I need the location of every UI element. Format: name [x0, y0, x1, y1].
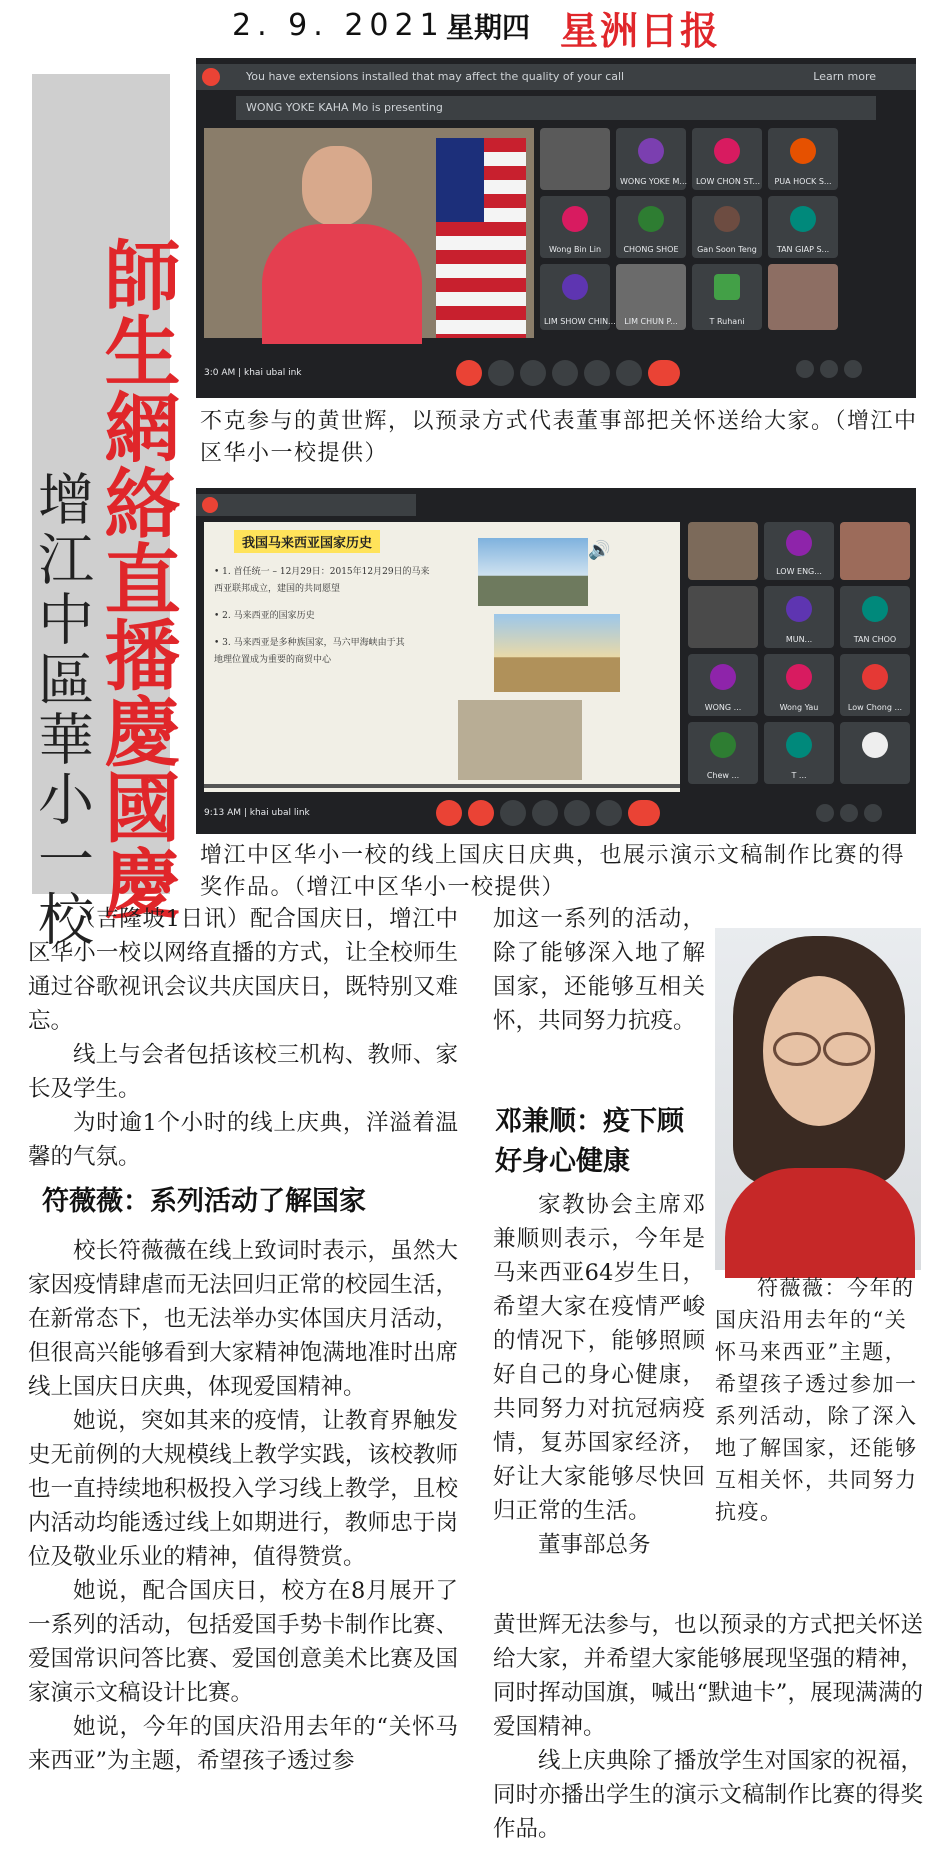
participant-tile[interactable]: LIM CHUN P...: [616, 264, 686, 330]
slide-text: • 1. 首任统一 – 12月29日：2015年12月29日的马来 西亚联邦成立，建国的共同愿望 • 2. 马来西亚的国家历史 • 3. 马来西亚是多种族国家，马六甲海峡由于其 地理位置成为重要的商贸中心: [214, 567, 430, 665]
old-town-photo: [458, 700, 582, 780]
participant-tile[interactable]: [840, 722, 910, 784]
slide-title: 我国马来西亚国家历史: [234, 530, 380, 553]
participant-avatar: [562, 274, 588, 300]
issue-weekday: 星期四: [446, 11, 531, 44]
participant-tile[interactable]: WONG ...: [688, 654, 758, 716]
photo1-caption: 不克参与的黄世辉，以预录方式代表董事部把关怀送给大家。（增江中区华小一校提供）: [200, 409, 918, 466]
rec-icon: [202, 68, 220, 86]
participant-tile[interactable]: Gan Soon Teng: [692, 196, 762, 258]
participant-tile[interactable]: Chew ...: [688, 722, 758, 784]
photo2-caption: 增江中区华小一校的线上国庆日庆典，也展示演示文稿制作比赛的得奖作品。（增江中区华小一校提供）: [200, 843, 906, 900]
headline-subtitle: 增江中區華小一校: [29, 470, 94, 950]
participant-avatar: [862, 664, 888, 690]
subheading-fu: 符薇薇：系列活动了解国家: [42, 1186, 366, 1217]
mic-off-icon[interactable]: [456, 360, 482, 386]
paragraph: 她说，配合国庆日，校方在8月展开了一系列的活动，包括爱国手势卡制作比赛、爱国常识问答比赛、爱国创意美术比赛及国家演示文稿设计比赛。: [28, 1578, 458, 1706]
participant-tile[interactable]: [840, 522, 910, 580]
glasses-icon: [773, 1032, 821, 1066]
headline-title: 師生網絡直播慶國慶: [92, 236, 181, 920]
participant-avatar: [786, 530, 812, 556]
article-column-b: [493, 902, 705, 1038]
paragraph: 她说，今年的国庆沿用去年的“关怀马来西亚”为主题，希望孩子透过参: [28, 1714, 458, 1774]
paragraph: 加这一系列的活动，除了能够深入地了解国家，还能够互相关怀，共同努力抗疫。: [493, 906, 705, 1034]
participant-avatar: [862, 732, 888, 758]
present-icon[interactable]: [584, 360, 610, 386]
captions-icon[interactable]: [500, 800, 526, 826]
more-options-icon[interactable]: [616, 360, 642, 386]
participant-avatar: [714, 274, 740, 300]
participant-tile[interactable]: LIM SHOW CHIN...: [540, 264, 610, 330]
info-icon[interactable]: [816, 804, 834, 822]
present-icon[interactable]: [564, 800, 590, 826]
raise-hand-icon[interactable]: [532, 800, 558, 826]
participant-avatar: [714, 138, 740, 164]
captions-icon[interactable]: [520, 360, 546, 386]
article-column-c: [493, 1608, 923, 1846]
presenting-banner: WONG YOKE KAHA Mo is presenting: [246, 101, 443, 114]
meet-screenshot-presenter: [196, 58, 916, 398]
raise-hand-icon[interactable]: [552, 360, 578, 386]
camera-off-icon[interactable]: [468, 800, 494, 826]
info-icon[interactable]: [796, 360, 814, 378]
participant-tile[interactable]: [768, 264, 838, 330]
people-icon[interactable]: [840, 804, 858, 822]
paragraph: 她说，突如其来的疫情，让教育界触发史无前例的大规模线上教学实践，该校教师也一直持续地积极投入学习线上教学，且校内活动均能透过线上如期进行，教师忠于岗位及敬业乐业的精神，值得赞赏。: [28, 1408, 458, 1570]
slide: [204, 522, 680, 792]
subheading-deng: 邓兼顺：疫下顾好身心健康: [495, 1106, 684, 1177]
participant-avatar: [786, 596, 812, 622]
meeting-clock: 9:13 AM | khai ubal link: [204, 808, 310, 818]
participant-tile[interactable]: [540, 128, 610, 190]
participant-tile[interactable]: T Ruhani: [692, 264, 762, 330]
participant-avatar: [862, 596, 888, 622]
speaker-icon: 🔊: [588, 540, 611, 561]
chat-icon[interactable]: [864, 804, 882, 822]
participant-tile[interactable]: [688, 522, 758, 580]
presenter-head: [302, 146, 372, 226]
participant-avatar: [714, 206, 740, 232]
article-column-a: [28, 902, 458, 1174]
portrait-dress: [725, 1168, 915, 1278]
portrait-caption: 符薇薇：今年的国庆沿用去年的“关怀马来西亚”主题，希望孩子透过参加一系列活动，除了深入地了解国家，还能够互相关怀，共同努力抗疫。: [715, 1276, 918, 1524]
participant-avatar: [710, 664, 736, 690]
issue-date: 2. 9. 2021: [232, 8, 445, 43]
rec-icon: [202, 497, 218, 513]
hang-up-icon[interactable]: [628, 800, 660, 826]
camera-icon[interactable]: [488, 360, 514, 386]
participant-avatar: [786, 664, 812, 690]
participant-avatar: [786, 732, 812, 758]
participant-avatar: [638, 206, 664, 232]
participant-tile[interactable]: LOW ENG...: [764, 522, 834, 580]
meet-screenshot-slides: [196, 488, 916, 834]
paragraph: （吉隆坡1日讯）配合国庆日，增江中区华小一校以网络直播的方式，让全校师生通过谷歌视讯会议共庆国庆日，既特别又难忘。: [28, 906, 458, 1034]
participant-tile[interactable]: [688, 586, 758, 648]
flag-canton: [436, 138, 484, 222]
paragraph: 线上庆典除了播放学生对国家的祝福，同时亦播出学生的演示文稿制作比赛的得奖作品。: [493, 1748, 923, 1842]
portrait-photo: [715, 928, 921, 1270]
participant-avatar: [562, 206, 588, 232]
participant-tile[interactable]: TAN CHOO: [840, 586, 910, 648]
presenter-shirt: [262, 224, 422, 344]
chat-icon[interactable]: [844, 360, 862, 378]
meeting-clock: 3:0 AM | khai ubal ink: [204, 368, 302, 378]
participant-tile[interactable]: Low Chong ...: [840, 654, 910, 716]
monument-photo: [478, 538, 588, 606]
participant-tile[interactable]: LOW CHON ST...: [692, 128, 762, 190]
paragraph: 黄世辉无法参与，也以预录的方式把关怀送给大家，并希望大家能够展现坚强的精神，同时挥动国旗，喊出“默迪卡”，展现满满的爱国精神。: [493, 1612, 923, 1740]
mic-off-icon[interactable]: [436, 800, 462, 826]
participant-tile[interactable]: TAN GIAP S...: [768, 196, 838, 258]
learn-more-link[interactable]: Learn more: [813, 70, 876, 83]
slide-progress-bar[interactable]: [204, 784, 680, 788]
hang-up-icon[interactable]: [648, 360, 680, 386]
participant-tile[interactable]: Wong Bin Lin: [540, 196, 610, 258]
newspaper-logo: 星洲日报: [560, 9, 721, 53]
presenter-video: [204, 128, 534, 338]
more-options-icon[interactable]: [596, 800, 622, 826]
article-column-a2: [28, 1234, 458, 1778]
participant-tile[interactable]: MUN...: [764, 586, 834, 648]
paragraph: 家教协会主席邓兼顺则表示，今年是马来西亚64岁生日，希望大家在疫情严峻的情况下，能够照顾好自己的身心健康，共同努力对抗冠病疫情，复苏国家经济，好让大家能够尽快回归正常的生活。: [493, 1192, 705, 1524]
participant-tile[interactable]: T ...: [764, 722, 834, 784]
paragraph: 为时逾1个小时的线上庆典，洋溢着温馨的气氛。: [28, 1110, 458, 1170]
people-icon[interactable]: [820, 360, 838, 378]
participant-tile[interactable]: Wong Yau: [764, 654, 834, 716]
paragraph: 线上与会者包括该校三机构、教师、家长及学生。: [28, 1042, 458, 1102]
participant-tile[interactable]: WONG YOKE M...: [616, 128, 686, 190]
participant-avatar: [710, 732, 736, 758]
participant-avatar: [638, 138, 664, 164]
participant-avatar: [790, 138, 816, 164]
article-column-b2: [493, 1188, 705, 1562]
paragraph: 董事部总务: [538, 1532, 651, 1558]
participant-tile[interactable]: PUA HOCK S...: [768, 128, 838, 190]
participant-tile[interactable]: CHONG SHOE: [616, 196, 686, 258]
participant-avatar: [790, 206, 816, 232]
paragraph: 校长符薇薇在线上致词时表示，虽然大家因疫情肆虐而无法回归正常的校园生活，在新常态下，也无法举办实体国庆月活动，但很高兴能够看到大家精神饱满地准时出席线上国庆日庆典，体现爱国精神。: [28, 1238, 458, 1400]
mosque-photo: [494, 614, 620, 692]
extension-notice: You have extensions installed that may affect the quality of your call: [246, 70, 625, 83]
